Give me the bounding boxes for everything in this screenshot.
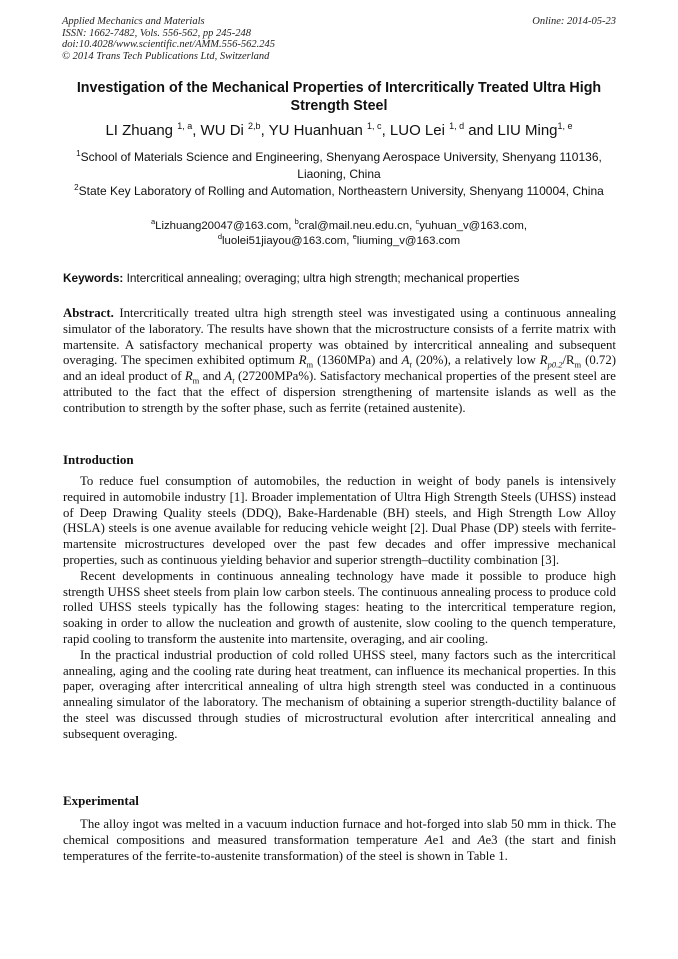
journal-name: Applied Mechanics and Materials (62, 16, 205, 27)
author-name: LI Zhuang (105, 122, 174, 139)
email-line-1: $^a$Lizhuang20047@163.com, $^b$cral@mail.neu.edu.cn, $^c$yuhuan_v@163.com, (150, 217, 528, 232)
author-separator: , (381, 122, 390, 139)
symbol-subscript: p0.2 (547, 359, 563, 370)
affiliation-mark: 1 (76, 149, 81, 158)
abstract-label: Abstract. (63, 306, 114, 320)
symbol-subscript: t (232, 375, 235, 386)
abstract-text: (1360MPa) and (317, 353, 398, 368)
introduction-body (63, 474, 616, 743)
symbol-subscript: m (574, 359, 582, 370)
email-mark: e (352, 231, 357, 241)
online-date: Online: 2014-05-23 (532, 16, 616, 27)
keywords (63, 271, 618, 286)
keywords-text: Intercritical annealing; overaging; ultra high strength; mechanical properties (126, 271, 520, 285)
email-list (60, 219, 618, 248)
author-conjunction: and (464, 122, 498, 139)
section-heading-introduction: Introduction (63, 452, 134, 467)
email-line-2: $^d$luolei51jiayou@163.com, $^e$liuming_v@163.com (217, 231, 461, 247)
email-link[interactable]: luolei51jiayou@163.com (222, 234, 347, 247)
abstract (63, 306, 616, 417)
author-affiliation-mark: 1, c (367, 121, 382, 131)
email-mark: d (217, 231, 222, 241)
email-mark: b (294, 217, 299, 227)
author-affiliation-mark: 2,b (248, 121, 261, 131)
symbol-subscript: m (192, 375, 200, 386)
affiliation-2 (60, 183, 618, 200)
abstract-text: (20%), a relatively low (415, 353, 536, 368)
paper-title: Investigation of the Mechanical Properties of Intercritically Treated Ultra High Strength Steel (76, 80, 602, 114)
paragraph: Recent developments in continuous annealing technology have made it possible to produce high strength UHSS sheet steels from plain low carbon steels. The continuous annealing process to produce cold rolled UHSS steels typically has the following stages: heating to the intercritical temperature region, soaking in order to allow the nucleation and growth of austenite, slow cooling to the quench temperature, rapid cooling to transform the austenite into martensite, overaging, and air cooling. (63, 568, 616, 646)
author-name: YU Huanhuan (268, 122, 363, 139)
affiliation-text: State Key Laboratory of Rolling and Automation, Northeastern University, Shenyang 110004, China (78, 184, 604, 198)
author-separator: , (260, 122, 269, 139)
symbol-ae1: A (424, 832, 433, 847)
paragraph: To reduce fuel consumption of automobiles, the reduction in weight of body panels is intensively required in automobile industry [1]. Broader implementation of Ultra High Strength Steels (UHSS) instead of Deep Drawing Quality steels (DDQ), Bake-Hardenable (BH) steels, and High Strength Low Alloy (HSLA) steels is one avenue available for reducing vehicle weight [2]. Dual Phase (DP) steels with ferrite-martensite microstructures developed over the past few decades and offer impressive mechanical properties, such as continuous yielding behavior and superior strength–ductility combination [3]. (63, 474, 616, 567)
email-link[interactable]: yuhuan_v@163.com (419, 220, 524, 232)
symbol-subscript: m (306, 359, 314, 370)
journal-header (62, 16, 616, 62)
paragraph-text: e1 and (432, 832, 471, 847)
symbol-ratio: /R (562, 353, 575, 368)
experimental-body (63, 817, 616, 864)
author-name: LUO Lei (389, 122, 445, 139)
author-list (40, 121, 638, 140)
symbol-rm: R (298, 353, 307, 368)
affiliation-text: School of Materials Science and Engineering, Shenyang Aerospace University, Shenyang 110136, Liaoning, China (80, 150, 602, 181)
email-link[interactable]: liuming_v@163.com (356, 234, 461, 247)
author-separator: , (192, 122, 201, 139)
author-affiliation-mark: 1, e (557, 121, 573, 131)
affiliation-1 (60, 149, 618, 182)
email-mark: c (415, 217, 420, 227)
symbol-at: A (401, 353, 410, 368)
abstract-text: Intercritically treated ultra high strength steel was investigated using a continuous annealing simulator of the laboratory. The results have shown that the microstructure consists of a ferrite matrix with martensite. A satisfactory mechanical property was obtained by intercritical annealing and subsequent overaging. The specimen exhibited optimum (63, 306, 616, 368)
author-affiliation-mark: 1, a (177, 121, 193, 131)
abstract-text: and (202, 369, 222, 384)
abstract-text: (0.72) and an ideal product of (63, 353, 616, 384)
symbol-ae3: A (477, 832, 486, 847)
symbol-rp: R (539, 353, 548, 368)
affiliation-mark: 2 (74, 183, 79, 192)
email-link[interactable]: cral@mail.neu.edu.cn (298, 220, 410, 232)
symbol-rm: R (184, 369, 193, 384)
symbol-at: A (224, 369, 233, 384)
doi-line: doi:10.4028/www.scientific.net/AMM.556-562.245 (62, 39, 275, 50)
paragraph (63, 817, 616, 864)
symbol-subscript: t (409, 359, 412, 370)
issn-line: ISSN: 1662-7482, Vols. 556-562, pp 245-248 (62, 27, 251, 39)
author-name: WU Di (200, 122, 244, 139)
paragraph-text: The alloy ingot was melted in a vacuum induction furnace and hot-forged into slab 50 mm in thick. The chemical compositions and measured transformation temperature (63, 817, 616, 847)
author-name: LIU Ming (497, 122, 558, 139)
section-heading-experimental: Experimental (63, 793, 139, 808)
email-link[interactable]: Lizhuang20047@163.com (155, 220, 289, 232)
author-affiliation-mark: 1, d (449, 121, 465, 131)
paragraph: In the practical industrial production of cold rolled UHSS steel, many factors such as the intercritical annealing, aging and the cooling rate during heat treatment, can influence its mechanical properties. In this paper, overaging after intercritical annealing of ultra high strength steel was conducted in a continuous annealing simulator of the laboratory. The mechanism of obtaining a superior strength-ductility balance of the steel was discussed through studies of microstructural evolution after intercritical annealing and subsequent overaging. (63, 647, 616, 741)
abstract-text: (27200MPa%). Satisfactory mechanical properties of the present steel are attributed to the fact that the effect of dispersion strengthening of martensite islands as well as the contribution to strength by the softer phase, such as ferrite (retained austenite). (63, 369, 616, 415)
keywords-label: Keywords: (63, 271, 124, 285)
copyright-line: © 2014 Trans Tech Publications Ltd, Switzerland (62, 50, 270, 62)
email-mark: a (150, 217, 156, 227)
paragraph-text: e3 (the start and finish temperatures of the ferrite-to-austenite transformation) of the steel is shown in Table 1. (63, 832, 616, 863)
